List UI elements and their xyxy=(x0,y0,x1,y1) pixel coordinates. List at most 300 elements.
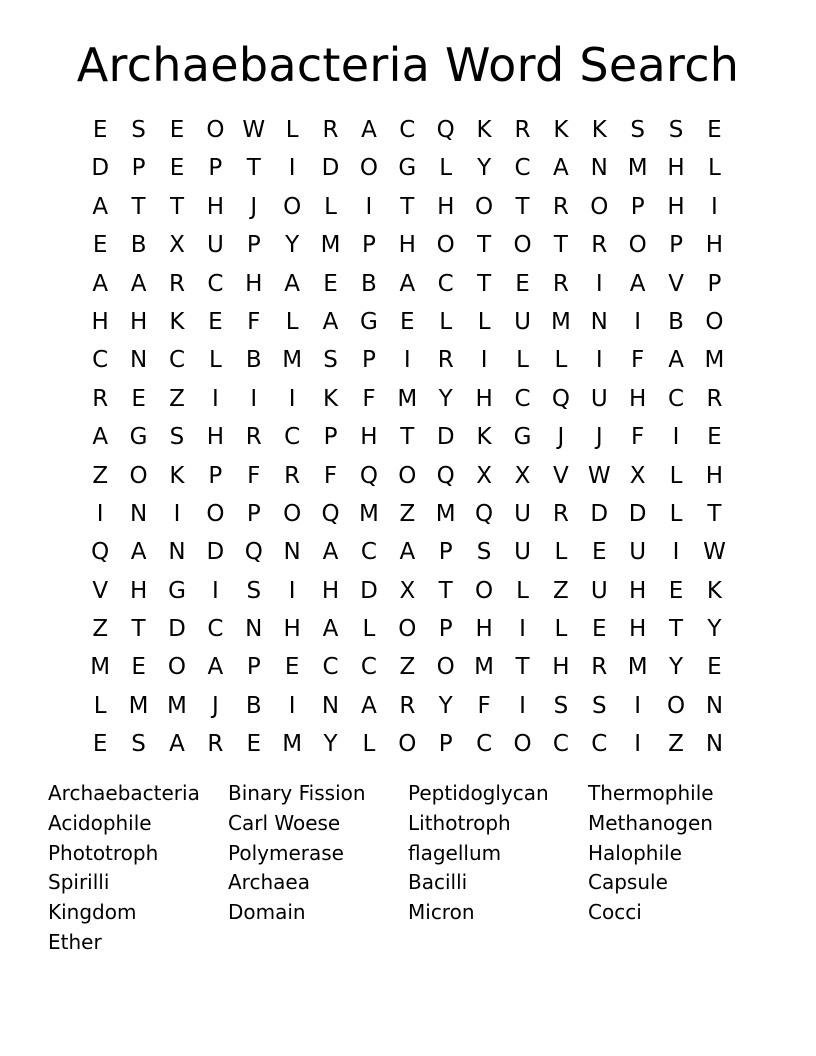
grid-letter: I xyxy=(403,347,411,374)
grid-letter: T xyxy=(515,654,530,681)
grid-letter: U xyxy=(514,500,531,527)
grid-letter: S xyxy=(668,117,684,143)
grid-letter: L xyxy=(554,616,568,643)
word-list-item: Archaebacteria xyxy=(48,781,200,805)
word-list-item: Domain xyxy=(228,900,306,925)
word-list-item: Lithotroph xyxy=(408,810,511,835)
grid-letter: O xyxy=(283,193,302,220)
grid-letter: E xyxy=(92,731,108,758)
grid-letter: I xyxy=(288,577,296,604)
grid-letter: D xyxy=(360,577,378,604)
word-list-item: Methanogen xyxy=(588,810,713,835)
grid-letter: R xyxy=(552,270,569,297)
grid-letter: Q xyxy=(244,539,263,566)
grid-letter: I xyxy=(595,270,603,297)
grid-letter: F xyxy=(323,462,338,489)
grid-letter: Y xyxy=(323,731,338,758)
grid-letter: C xyxy=(360,539,377,566)
grid-letter: S xyxy=(131,117,146,143)
grid-letter: M xyxy=(704,347,725,374)
grid-letter: O xyxy=(167,654,187,681)
grid-row xyxy=(81,111,734,149)
grid-letter: B xyxy=(245,692,262,719)
grid-letter: S xyxy=(630,117,645,143)
grid-letter: N xyxy=(129,500,148,527)
grid-row xyxy=(81,533,734,571)
grid-row xyxy=(81,418,734,456)
grid-letter: E xyxy=(707,654,722,681)
word-list-item: flagellum xyxy=(408,840,502,865)
grid-letter: C xyxy=(437,270,454,297)
grid-letter: R xyxy=(245,424,262,451)
grid-letter: R xyxy=(514,117,531,143)
grid-letter: D xyxy=(628,500,647,527)
grid-letter: H xyxy=(206,193,225,220)
grid-letter: M xyxy=(320,232,341,259)
grid-letter: O xyxy=(436,654,455,681)
grid-letter: D xyxy=(321,155,340,182)
grid-letter: Z xyxy=(399,500,416,527)
grid-letter: I xyxy=(211,385,219,412)
grid-letter: P xyxy=(630,193,645,220)
grid-letter: K xyxy=(476,117,492,143)
word-list-item: Carl Woese xyxy=(228,810,341,835)
grid-letter: M xyxy=(282,731,303,758)
grid-letter: C xyxy=(207,270,224,297)
grid-letter: H xyxy=(283,616,301,643)
grid-letter: X xyxy=(476,462,492,489)
grid-letter: T xyxy=(400,193,415,220)
grid-letter: L xyxy=(208,347,222,374)
grid-letter: S xyxy=(246,577,262,604)
grid-letter: V xyxy=(92,577,109,604)
grid-letter: P xyxy=(246,232,261,259)
grid-letter: A xyxy=(322,616,339,643)
grid-letter: N xyxy=(321,692,340,719)
grid-letter: G xyxy=(398,155,417,182)
grid-letter: Z xyxy=(92,462,109,489)
grid-letter: N xyxy=(705,731,724,758)
grid-letter: E xyxy=(131,385,146,412)
grid-row xyxy=(81,648,734,686)
grid-letter: O xyxy=(206,117,225,143)
grid-letter: P xyxy=(246,654,261,681)
word-list-item: Acidophile xyxy=(48,810,152,835)
grid-letter: S xyxy=(591,692,607,719)
grid-letter: L xyxy=(554,347,568,374)
grid-letter: H xyxy=(629,385,647,412)
grid-letter: O xyxy=(513,232,532,259)
grid-letter: B xyxy=(245,347,262,374)
grid-letter: P xyxy=(208,155,223,182)
grid-letter: V xyxy=(553,462,569,489)
grid-letter: O xyxy=(398,616,417,643)
grid-letter: Q xyxy=(436,462,455,489)
grid-letter: W xyxy=(587,462,611,489)
grid-letter: H xyxy=(129,308,148,335)
grid-letter: K xyxy=(169,308,185,335)
grid-row xyxy=(81,149,734,187)
word-list-item: Thermophile xyxy=(588,781,714,805)
grid-row xyxy=(81,265,734,303)
grid-letter: L xyxy=(669,500,683,527)
grid-letter: H xyxy=(629,616,647,643)
grid-letter: O xyxy=(667,692,686,719)
page-title: Archaebacteria Word Search xyxy=(76,38,740,92)
grid-letter: R xyxy=(207,731,224,758)
grid-letter: Y xyxy=(477,155,492,182)
grid-letter: H xyxy=(629,577,647,604)
grid-letter: O xyxy=(628,232,647,259)
grid-letter: P xyxy=(361,232,376,259)
grid-letter: E xyxy=(707,424,722,451)
grid-letter: Y xyxy=(669,654,684,681)
grid-letter: M xyxy=(435,500,456,527)
grid-letter: H xyxy=(705,462,724,489)
grid-letter: L xyxy=(439,155,453,182)
grid-letter: T xyxy=(246,155,261,182)
grid-letter: H xyxy=(667,193,685,220)
grid-letter: E xyxy=(707,117,722,143)
grid-letter: T xyxy=(669,616,684,643)
grid-letter: C xyxy=(284,424,301,451)
grid-letter: C xyxy=(552,731,569,758)
grid-letter: P xyxy=(438,616,453,643)
grid-letter: M xyxy=(282,347,303,374)
grid-letter: I xyxy=(519,692,526,719)
grid-letter: L xyxy=(516,577,529,604)
grid-letter: J xyxy=(557,424,565,451)
grid-letter: H xyxy=(321,577,340,604)
grid-letter: D xyxy=(91,155,110,182)
grid-letter: P xyxy=(438,731,453,758)
grid-letter: M xyxy=(550,308,571,335)
word-list-item: Peptidoglycan xyxy=(408,781,549,805)
grid-letter: T xyxy=(438,577,453,604)
grid-letter: C xyxy=(207,616,224,643)
grid-letter: P xyxy=(361,347,376,374)
grid-letter: H xyxy=(705,232,724,259)
grid-letter: M xyxy=(627,155,648,182)
grid-letter: I xyxy=(634,692,642,719)
letter-grid xyxy=(81,111,734,764)
grid-letter: Q xyxy=(321,500,340,527)
grid-letter: K xyxy=(476,424,492,451)
grid-letter: F xyxy=(631,424,645,451)
grid-letter: P xyxy=(246,500,261,527)
grid-letter: P xyxy=(438,539,453,566)
grid-letter: R xyxy=(437,347,454,374)
grid-letter: D xyxy=(590,500,609,527)
grid-letter: M xyxy=(397,385,418,412)
grid-row xyxy=(81,380,734,418)
grid-letter: A xyxy=(322,308,339,335)
grid-letter: C xyxy=(514,155,531,182)
grid-letter: G xyxy=(168,577,186,604)
grid-letter: A xyxy=(92,193,109,220)
grid-letter: A xyxy=(169,731,185,758)
grid-letter: H xyxy=(206,424,225,451)
grid-letter: R xyxy=(552,500,569,527)
grid-letter: R xyxy=(552,193,569,220)
grid-letter: R xyxy=(92,385,109,412)
grid-letter: O xyxy=(129,462,148,489)
grid-letter: T xyxy=(131,193,146,220)
grid-letter: E xyxy=(668,577,684,604)
grid-letter: G xyxy=(360,308,378,335)
grid-letter: T xyxy=(553,232,568,259)
grid-letter: P xyxy=(669,232,683,259)
grid-letter: E xyxy=(515,270,530,297)
grid-letter: L xyxy=(362,731,376,758)
grid-letter: K xyxy=(706,577,722,604)
grid-letter: A xyxy=(553,155,569,182)
grid-letter: E xyxy=(169,155,185,182)
grid-letter: S xyxy=(323,347,338,374)
grid-letter: C xyxy=(591,731,608,758)
grid-letter: A xyxy=(207,654,224,681)
grid-row xyxy=(81,303,734,341)
grid-letter: P xyxy=(707,270,722,297)
grid-letter: Q xyxy=(436,117,455,143)
grid-letter: I xyxy=(288,385,296,412)
grid-letter: O xyxy=(513,731,532,758)
grid-letter: A xyxy=(130,270,147,297)
grid-letter: N xyxy=(245,616,263,643)
grid-row xyxy=(81,226,734,264)
grid-letter: I xyxy=(250,385,258,412)
grid-letter: E xyxy=(92,117,108,143)
grid-letter: T xyxy=(477,270,492,297)
grid-letter: M xyxy=(167,692,187,719)
grid-letter: I xyxy=(96,500,104,527)
grid-row xyxy=(81,495,734,533)
grid-letter: L xyxy=(93,692,107,719)
grid-letter: D xyxy=(206,539,225,566)
grid-letter: L xyxy=(285,117,299,143)
grid-letter: S xyxy=(553,692,569,719)
grid-letter: A xyxy=(668,347,684,374)
grid-letter: O xyxy=(398,731,417,758)
grid-letter: I xyxy=(672,424,680,451)
grid-letter: H xyxy=(245,270,263,297)
grid-row xyxy=(81,341,734,379)
grid-letter: I xyxy=(173,500,181,527)
grid-letter: L xyxy=(324,193,337,220)
grid-letter: T xyxy=(169,193,184,220)
grid-letter: L xyxy=(362,616,376,643)
grid-letter: G xyxy=(513,424,532,451)
grid-letter: I xyxy=(288,692,296,719)
grid-letter: J xyxy=(211,692,219,719)
grid-letter: I xyxy=(634,308,642,335)
grid-letter: Q xyxy=(359,462,378,489)
word-list-item: Bacilli xyxy=(408,870,468,895)
grid-row xyxy=(81,610,734,648)
grid-letter: M xyxy=(474,654,495,681)
grid-letter: A xyxy=(322,539,339,566)
grid-letter: E xyxy=(92,232,108,259)
grid-letter: U xyxy=(590,577,608,604)
grid-letter: T xyxy=(477,232,492,259)
grid-letter: H xyxy=(129,577,148,604)
grid-letter: U xyxy=(206,232,224,259)
grid-letter: X xyxy=(514,462,531,489)
grid-letter: X xyxy=(629,462,646,489)
grid-letter: S xyxy=(476,539,492,566)
grid-letter: S xyxy=(131,731,146,758)
grid-letter: C xyxy=(399,117,416,143)
grid-letter: R xyxy=(591,654,608,681)
grid-letter: O xyxy=(705,308,724,335)
grid-letter: I xyxy=(672,539,680,566)
grid-letter: X xyxy=(399,577,416,604)
grid-letter: N xyxy=(283,539,301,566)
grid-letter: C xyxy=(92,347,109,374)
grid-letter: P xyxy=(131,155,146,182)
grid-letter: A xyxy=(399,539,416,566)
grid-letter: E xyxy=(169,117,185,143)
word-list-item: Cocci xyxy=(588,900,642,925)
grid-letter: C xyxy=(322,654,339,681)
grid-letter: T xyxy=(131,616,146,643)
grid-letter: F xyxy=(362,385,376,412)
grid-letter: I xyxy=(595,347,603,374)
grid-letter: P xyxy=(208,462,223,489)
grid-letter: E xyxy=(323,270,338,297)
grid-letter: O xyxy=(206,500,225,527)
grid-letter: Q xyxy=(91,539,110,566)
word-list-item: Ether xyxy=(48,929,102,954)
grid-letter: O xyxy=(475,577,494,604)
grid-letter: M xyxy=(627,654,648,681)
grid-letter: U xyxy=(514,308,531,335)
grid-letter: I xyxy=(634,731,642,758)
grid-letter: F xyxy=(477,692,491,719)
grid-letter: K xyxy=(169,462,185,489)
grid-letter: A xyxy=(629,270,646,297)
grid-letter: Z xyxy=(553,577,569,604)
grid-letter: W xyxy=(703,539,726,566)
grid-letter: V xyxy=(668,270,684,297)
grid-letter: N xyxy=(705,692,724,719)
grid-letter: L xyxy=(285,308,299,335)
grid-letter: S xyxy=(169,424,185,451)
word-list-item: Binary Fission xyxy=(228,781,366,805)
grid-letter: O xyxy=(590,193,609,220)
grid-letter: T xyxy=(707,500,722,527)
grid-letter: I xyxy=(288,155,296,182)
grid-letter: A xyxy=(361,692,377,719)
grid-letter: C xyxy=(168,347,185,374)
grid-row xyxy=(81,572,734,610)
grid-letter: G xyxy=(129,424,148,451)
grid-letter: H xyxy=(475,385,493,412)
grid-letter: N xyxy=(168,539,186,566)
grid-letter: R xyxy=(168,270,185,297)
word-list-item: Archaea xyxy=(228,870,310,895)
grid-letter: E xyxy=(400,308,415,335)
word-list-item: Halophile xyxy=(588,840,682,865)
grid-letter: J xyxy=(250,193,258,220)
word-list-item: Spirilli xyxy=(48,870,110,895)
grid-letter: K xyxy=(322,385,339,412)
grid-letter: D xyxy=(168,616,186,643)
grid-letter: L xyxy=(477,308,491,335)
grid-letter: I xyxy=(711,193,718,220)
grid-letter: Z xyxy=(92,616,109,643)
grid-letter: L xyxy=(439,308,453,335)
grid-letter: R xyxy=(591,232,608,259)
grid-letter: H xyxy=(552,654,570,681)
word-list-item: Phototroph xyxy=(48,840,159,865)
grid-letter: D xyxy=(436,424,455,451)
grid-letter: B xyxy=(130,232,147,259)
grid-letter: Q xyxy=(551,385,570,412)
grid-letter: K xyxy=(553,117,569,143)
grid-letter: A xyxy=(92,270,109,297)
grid-row xyxy=(81,687,734,725)
grid-letter: O xyxy=(398,462,417,489)
grid-letter: B xyxy=(668,308,684,335)
grid-letter: T xyxy=(400,424,415,451)
grid-letter: A xyxy=(284,270,301,297)
grid-letter: Y xyxy=(707,616,722,643)
grid-letter: E xyxy=(208,308,223,335)
grid-letter: H xyxy=(360,424,378,451)
grid-letter: M xyxy=(90,654,111,681)
grid-letter: E xyxy=(131,654,146,681)
grid-letter: L xyxy=(708,155,721,182)
grid-letter: K xyxy=(591,117,607,143)
grid-letter: I xyxy=(365,193,373,220)
grid-letter: I xyxy=(519,616,526,643)
grid-letter: A xyxy=(92,424,109,451)
grid-letter: O xyxy=(283,500,302,527)
grid-letter: R xyxy=(399,692,416,719)
grid-letter: C xyxy=(360,654,377,681)
grid-letter: M xyxy=(128,692,149,719)
grid-letter: Q xyxy=(475,500,494,527)
grid-letter: N xyxy=(590,308,608,335)
word-list-item: Polymerase xyxy=(228,840,344,865)
grid-letter: L xyxy=(554,539,568,566)
grid-letter: E xyxy=(592,539,607,566)
grid-letter: C xyxy=(514,385,531,412)
grid-letter: U xyxy=(590,385,608,412)
grid-letter: E xyxy=(592,616,607,643)
grid-letter: H xyxy=(475,616,493,643)
word-list-item: Kingdom xyxy=(48,900,137,925)
grid-letter: R xyxy=(706,385,723,412)
grid-letter: U xyxy=(514,539,531,566)
grid-letter: C xyxy=(668,385,685,412)
grid-letter: B xyxy=(361,270,377,297)
grid-letter: I xyxy=(211,577,219,604)
grid-letter: O xyxy=(475,193,494,220)
word-list-item: Micron xyxy=(408,900,475,925)
grid-letter: R xyxy=(322,117,339,143)
grid-letter: Y xyxy=(438,385,453,412)
grid-row xyxy=(81,457,734,495)
grid-letter: L xyxy=(516,347,529,374)
grid-letter: U xyxy=(629,539,647,566)
grid-letter: H xyxy=(398,232,416,259)
grid-row xyxy=(81,725,734,763)
grid-letter: Z xyxy=(169,385,185,412)
grid-letter: Y xyxy=(438,692,453,719)
grid-letter: T xyxy=(515,193,530,220)
